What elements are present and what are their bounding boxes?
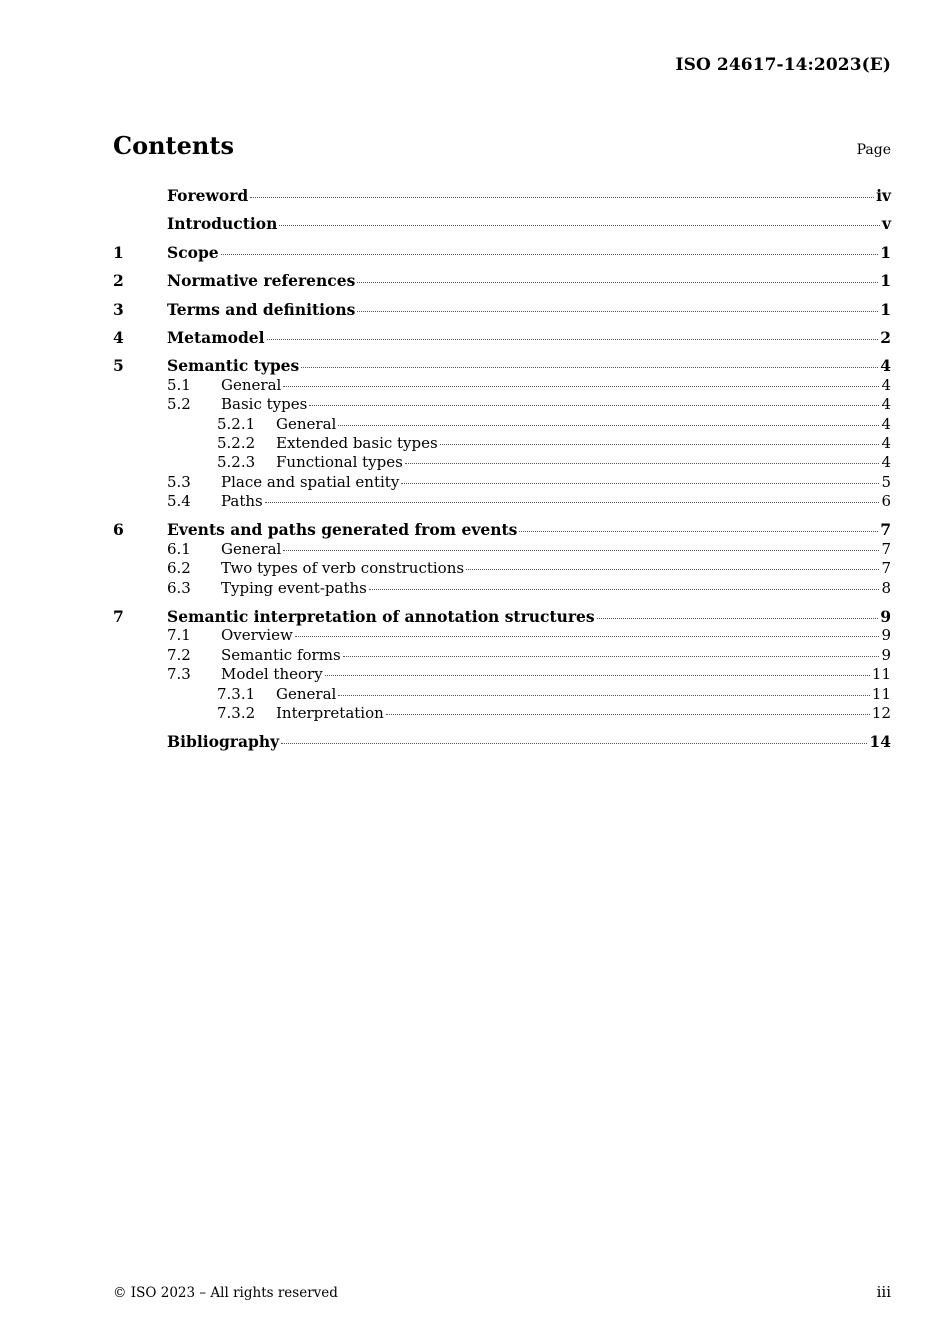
toc-dot-leader [357,282,878,283]
toc-entry[interactable] [113,626,891,645]
toc-entry-page: 9 [880,607,891,627]
toc-entry-number: 5.3 [167,472,191,491]
toc-entry[interactable] [113,607,891,626]
toc-entry-number: 3 [113,299,124,319]
toc-entry[interactable] [113,243,891,262]
toc-entry-number: 5.1 [167,375,191,394]
toc-entry-page: 11 [871,665,891,684]
toc-dot-leader [357,311,878,312]
toc-entry-page: 14 [869,732,891,752]
toc-dot-leader [267,339,879,340]
toc-dot-leader [386,714,870,715]
toc-entry-label: Overview [221,626,293,645]
table-of-contents [113,186,891,752]
toc-entry-label: Functional types [276,453,403,472]
toc-entry-page: 4 [881,395,891,414]
toc-page-label: Page [856,142,891,158]
toc-entry[interactable] [113,376,891,395]
toc-entry-page: 1 [880,299,891,319]
toc-entry[interactable] [113,473,891,492]
toc-entry-number: 5.2.1 [217,414,256,433]
toc-entry-label: General [221,539,282,558]
toc-entry-label: Interpretation [276,703,384,722]
toc-entry[interactable] [113,520,891,539]
toc-entry-number: 6 [113,520,124,540]
toc-entry-page: 1 [880,242,891,262]
toc-entry-label: Bibliography [167,732,280,752]
toc-entry-label: Semantic interpretation of annotation structures [167,607,595,627]
toc-entry-label: Model theory [221,665,323,684]
toc-entry-label: Paths [221,492,263,511]
toc-entry[interactable] [113,328,891,347]
toc-entry-number: 5.2.3 [217,453,256,472]
toc-entry-label: Extended basic types [276,433,438,452]
toc-entry-page: 12 [871,703,891,722]
toc-entry-page: 7 [880,520,891,540]
toc-entry[interactable] [113,540,891,559]
page-header-doc-id: ISO 24617-14:2023(E) [675,55,891,75]
footer-page-number: iii [876,1283,891,1301]
toc-entry-number: 2 [113,271,124,291]
toc-entry-number: 7.3.2 [217,703,256,722]
toc-dot-leader [440,444,880,445]
toc-dot-leader [295,636,880,637]
toc-entry-label: Normative references [167,271,356,291]
toc-entry[interactable] [113,186,891,205]
toc-entry-label: Basic types [221,395,308,414]
toc-entry-page: 4 [881,375,891,394]
toc-entry-label: Typing event-paths [221,578,367,597]
toc-entry-page: 11 [871,684,891,703]
toc-dot-leader [283,550,879,551]
toc-entry[interactable] [113,492,891,511]
toc-entry-number: 1 [113,242,124,262]
toc-entry-label: Foreword [167,186,249,205]
toc-dot-leader [281,743,867,744]
toc-entry[interactable] [113,300,891,319]
toc-entry-label: General [276,414,337,433]
toc-entry-label: Events and paths generated from events [167,520,518,540]
toc-entry-page: 7 [881,539,891,558]
toc-entry-label: Scope [167,242,219,262]
toc-entry-number: 6.1 [167,539,191,558]
toc-dot-leader [325,675,870,676]
toc-dot-leader [519,531,878,532]
toc-entry-label: Place and spatial entity [221,472,400,491]
toc-dot-leader [283,386,879,387]
toc-entry-page: 4 [881,433,891,452]
toc-entry[interactable] [113,704,891,723]
toc-entry-number: 7 [113,607,124,627]
toc-entry[interactable] [113,579,891,598]
toc-entry-number: 7.1 [167,626,191,645]
toc-entry[interactable] [113,356,891,375]
toc-entry[interactable] [113,395,891,414]
toc-dot-leader [250,197,874,198]
toc-entry-page: v [881,214,891,234]
toc-entry-label: Two types of verb constructions [221,559,465,578]
toc-dot-leader [221,254,879,255]
toc-title: Contents [113,131,234,160]
toc-dot-leader [338,425,879,426]
toc-entry-page: 2 [880,327,891,347]
toc-entry-page: 8 [881,578,891,597]
toc-entry-number: 7.3 [167,665,191,684]
toc-entry[interactable] [113,271,891,290]
toc-entry-number: 6.3 [167,578,191,597]
toc-entry-page: 4 [881,453,891,472]
toc-dot-leader [301,367,878,368]
toc-entry-number: 4 [113,327,124,347]
toc-entry-label: Metamodel [167,327,265,347]
toc-entry-page: 4 [881,414,891,433]
toc-entry-page: iv [876,186,891,205]
toc-entry-page: 4 [880,356,891,376]
toc-entry[interactable] [113,453,891,472]
toc-dot-leader [343,656,880,657]
toc-entry[interactable] [113,415,891,434]
toc-entry-page: 5 [881,472,891,491]
toc-dot-leader [401,483,879,484]
toc-dot-leader [466,569,879,570]
toc-entry[interactable] [113,665,891,684]
toc-entry-page: 6 [881,492,891,511]
toc-entry-number: 5.4 [167,492,191,511]
toc-entry[interactable] [113,732,891,751]
toc-entry-number: 5.2 [167,395,191,414]
toc-entry-page: 9 [881,626,891,645]
toc-entry-label: General [221,375,282,394]
toc-entry-page: 9 [881,645,891,664]
toc-entry[interactable] [113,559,891,578]
toc-entry-label: Terms and definitions [167,299,356,319]
toc-dot-leader [338,695,870,696]
toc-entry-number: 7.2 [167,645,191,664]
toc-dot-leader [405,463,880,464]
toc-entry[interactable] [113,685,891,704]
toc-entry-label: Introduction [167,214,278,234]
toc-dot-leader [597,618,879,619]
footer-copyright: © ISO 2023 – All rights reserved [113,1285,338,1301]
toc-dot-leader [369,589,880,590]
toc-dot-leader [279,225,880,226]
toc-entry-label: Semantic forms [221,645,341,664]
toc-entry[interactable] [113,214,891,233]
toc-entry-number: 6.2 [167,559,191,578]
toc-entry[interactable] [113,646,891,665]
toc-entry-page: 1 [880,271,891,291]
toc-entry-page: 7 [881,559,891,578]
toc-dot-leader [309,405,879,406]
toc-entry[interactable] [113,434,891,453]
toc-entry-number: 7.3.1 [217,684,256,703]
toc-dot-leader [265,502,880,503]
toc-entry-label: General [276,684,337,703]
toc-entry-number: 5 [113,356,124,376]
toc-entry-label: Semantic types [167,356,300,376]
toc-entry-number: 5.2.2 [217,433,256,452]
